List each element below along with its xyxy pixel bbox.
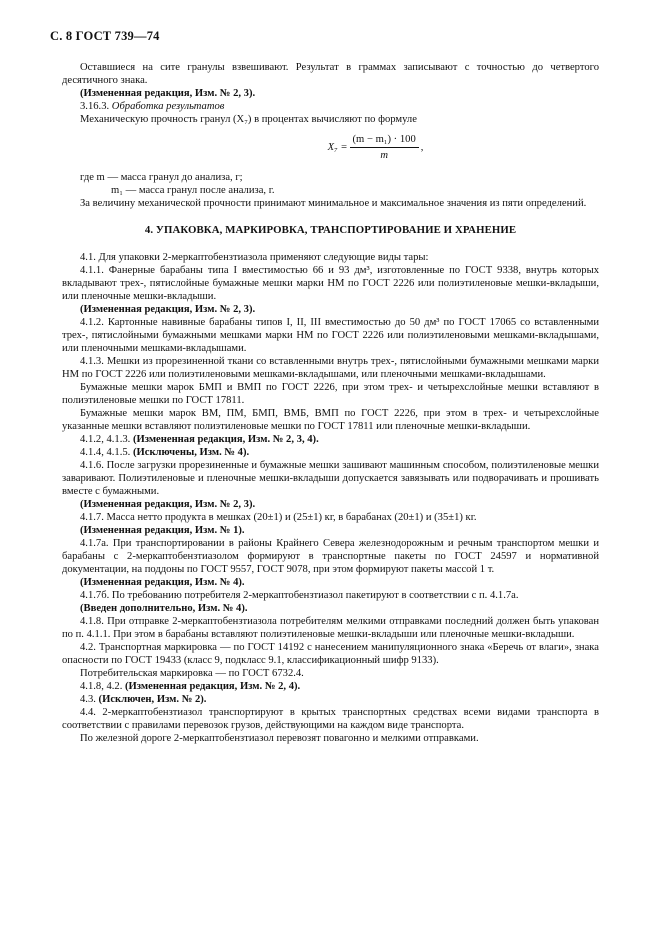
section-heading: 4. УПАКОВКА, МАРКИРОВКА, ТРАНСПОРТИРОВАНИЕ И ХРАНЕНИЕ	[144, 224, 517, 236]
subsection-title: Обработка результатов	[111, 101, 225, 112]
amendment-note: (Измененная редакция, Изм. № 2, 3).	[80, 88, 256, 99]
clause-number: 4.1.4, 4.1.5.	[80, 447, 133, 458]
legend-line-1: где m — масса гранул до анализа, г;	[80, 172, 243, 183]
amendment-line	[62, 446, 599, 459]
section-paragraph: 4.1.1. Фанерные барабаны типа I вместимостью 66 и 93 дм³, изготовленные по ГОСТ 9338, внутрь которых вкладывают трех-, пятислойные бумажные мешки марки НМ по ГОСТ 2226 или полиэтиленовые мешки-вкладыши, или пленочные мешки-вкладыши.	[62, 265, 599, 302]
amendment-text: (Измененная редакция, Изм. № 2, 4).	[125, 681, 301, 692]
amendment-note: (Измененная редакция, Изм. № 2, 3).	[80, 499, 256, 510]
section-paragraph: 4.1.7. Масса нетто продукта в мешках (20±1) и (25±1) кг, в барабанах (20±1) и (35±1) кг.	[80, 512, 477, 523]
section-paragraph: 4.1.2. Картонные навивные барабаны типов I, II, III вместимостью до 50 дм³ по ГОСТ 17065 со вставленными трех-, пятислойными бумажными мешками марки НМ по ГОСТ 2226 или полиэтиленовыми мешками-вкладышами, или пленочными мешками-вкладышами.	[62, 317, 599, 354]
amendment-note: (Введен дополнительно, Изм. № 4).	[80, 603, 248, 614]
clause-number: 4.1.2, 4.1.3.	[80, 434, 133, 445]
paragraph-sieve-result: Оставшиеся на сите гранулы взвешивают. Результат в граммах записывают с точностью до четвертого десятичного знака.	[62, 62, 599, 86]
formula-numerator: (m − m₁) · 100	[350, 133, 419, 148]
section-paragraph: 4.1.7а. При транспортировании в районы Крайнего Севера железнодорожным и речным транспортом мешки и барабаны с 2-меркаптобензтиазолом формируют в транспортные пакеты по ГОСТ 24597 и нормативной документации, на поддоны по ГОСТ 9557, ГОСТ 9078, при этом формируют пакеты массой 1 т.	[62, 538, 599, 575]
section-paragraph: 4.1.7б. По требованию потребителя 2-меркаптобензтиазол пакетируют в соответствии с п. 4.1.7а.	[80, 590, 519, 601]
amendment-text: (Исключен, Изм. № 2).	[98, 694, 207, 705]
amendment-line	[62, 680, 599, 693]
section-paragraph: 4.4. 2-меркаптобензтиазол транспортируют в крытых транспортных средствах всеми видами транспорта в соответствии с правилами перевозок грузов, действующими на каждом виде транспорта.	[62, 707, 599, 731]
amendment-line	[62, 693, 599, 706]
subsection-number: 3.16.3.	[80, 101, 110, 112]
section-paragraph: 4.1.6. После загрузки прорезиненные и бумажные мешки зашивают машинным способом, полиэтиленовые мешки заваривают. Полиэтиленовые и пленочные мешки-вкладыши допускается завязывать или подворачивать и прошивать вместе с бумажными.	[62, 460, 599, 497]
strength-formula	[152, 133, 599, 162]
section-paragraph: Бумажные мешки марок БМП и ВМП по ГОСТ 2226, при этом трех- и четырехслойные мешки вставляют в полиэтиленовые мешки по ГОСТ 17811.	[62, 382, 599, 406]
formula-tail: ,	[420, 142, 424, 153]
formula-denominator: m	[380, 150, 388, 161]
legend-line-2: m₁ — масса гранул после анализа, г.	[111, 185, 275, 196]
paragraph-strength-conclusion: За величину механической прочности принимают минимальное и максимальное значения из пяти определений.	[80, 198, 587, 209]
formula-fraction	[350, 133, 419, 162]
section-paragraph: 4.2. Транспортная маркировка — по ГОСТ 14192 с нанесением манипуляционного знака «Беречь от влаги», знака опасности по ГОСТ 19433 (класс 9, подкласс 9.1, классификационный шифр 9133).	[62, 642, 599, 666]
section-body	[62, 251, 599, 745]
clause-number: 4.1.8, 4.2.	[80, 681, 126, 692]
page-header: С. 8 ГОСТ 739—74	[50, 29, 160, 43]
section-paragraph: По железной дороге 2-меркаптобензтиазол перевозят повагонно и мелкими отправками.	[80, 733, 479, 744]
formula-lhs: X₇ =	[327, 142, 348, 153]
section-paragraph: 4.1. Для упаковки 2-меркаптобензтиазола применяют следующие виды тары:	[80, 252, 429, 263]
paragraph-strength-intro: Механическую прочность гранул (X₇) в процентах вычисляют по формуле	[80, 114, 417, 125]
amendment-text: (Исключены, Изм. № 4).	[132, 447, 250, 458]
amendment-note: (Измененная редакция, Изм. № 4).	[80, 577, 245, 588]
section-paragraph: Бумажные мешки марок ВМ, ПМ, БМП, ВМБ, ВМП по ГОСТ 2226, при этом в трех- и четырехслойные указанные мешки вставляют полиэтиленовые мешки по ГОСТ 17811 или пленочные мешки-вкладыши.	[62, 408, 599, 432]
section-paragraph: Потребительская маркировка — по ГОСТ 6732.4.	[80, 668, 304, 679]
amendment-text: (Измененная редакция, Изм. № 2, 3, 4).	[132, 434, 319, 445]
amendment-note: (Измененная редакция, Изм. № 2, 3).	[80, 304, 256, 315]
section-paragraph: 4.1.8. При отправке 2-меркаптобензтиазола потребителям мелкими отправками последний должен быть упакован по п. 4.1.1. При этом в барабаны вставляют полиэтиленовые мешки-вкладыши или пленочные мешки-вкладыши.	[62, 616, 599, 640]
subsection-heading	[62, 100, 599, 113]
clause-number: 4.3.	[80, 694, 99, 705]
amendment-line	[62, 433, 599, 446]
section-paragraph: 4.1.3. Мешки из прорезиненной ткани со вставленными внутрь трех-, пятислойными бумажными мешками марки НМ по ГОСТ 2226 или полиэтиленовыми мешками-вкладышами, или пленочными мешками-вкладышами.	[62, 356, 599, 380]
amendment-note: (Измененная редакция, Изм. № 1).	[80, 525, 245, 536]
